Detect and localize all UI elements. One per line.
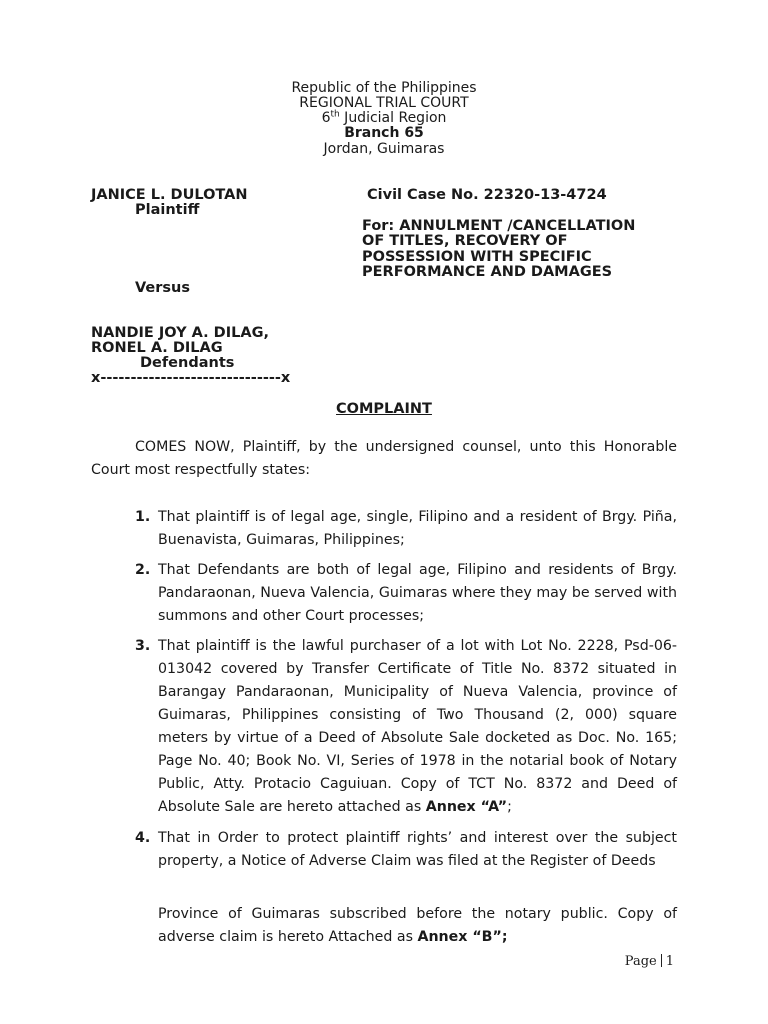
item-3-number: 3. — [135, 638, 151, 654]
item-2-number: 2. — [135, 562, 151, 578]
plaintiff-label: Plaintiff — [135, 202, 200, 218]
item-1-number: 1. — [135, 509, 151, 525]
region-number: 6 — [321, 110, 331, 126]
item-4-cont-body: Province of Guimaras subscribed before the notary public. Copy of adverse claim is hereto Attached as — [158, 906, 677, 945]
case-for-line-1: For: ANNULMENT /CANCELLATION — [362, 218, 636, 234]
case-for-line-4: PERFORMANCE AND DAMAGES — [362, 264, 613, 280]
item-4-number: 4. — [135, 830, 151, 846]
header-location: Jordan, Guimaras — [323, 141, 445, 157]
defendants-label: Defendants — [140, 355, 235, 371]
case-for-line-3: POSSESSION WITH SPECIFIC — [362, 249, 592, 265]
annex-a-reference: Annex “A” — [425, 799, 508, 815]
item-3-body: That plaintiff is the lawful purchaser of a lot with Lot No. 2228, Psd-06-013042 covered by Transfer Certificate of Title No. 8372 situated in Barangay Pandaraonan, Municipality of Nueva Valencia, province of Guimaras, Philippines consisting of Two Thousand (2, 000) square meters by virtue of a Deed of Absolute Sale docketed as Doc. No. 165; Page No. 40; Book No. VI, Series of 1978 in the notarial book of Notary Public, Atty. Protacio Caguiuan. Copy of TCT No. 8372 and Deed of Absolute Sale are hereto attached as — [158, 638, 677, 815]
plaintiff-name: JANICE L. DULOTAN — [91, 187, 248, 203]
page-footer — [625, 954, 674, 969]
header-court: REGIONAL TRIAL COURT — [299, 95, 469, 111]
defendant-name-1: NANDIE JOY A. DILAG, — [91, 325, 269, 341]
defendant-name-2: RONEL A. DILAG — [91, 340, 223, 356]
item-3-tail: ; — [507, 799, 512, 815]
page-label: Page — [624, 954, 657, 969]
case-number: Civil Case No. 22320-13-4724 — [367, 187, 607, 203]
item-2-text: That Defendants are both of legal age, Filipino and residents of Brgy. Pandaraonan, Nueva Valencia, Guimaras where they may be served with summons and other Court processes; — [158, 562, 677, 624]
intro-paragraph: COMES NOW, Plaintiff, by the undersigned counsel, unto this Honorable Court most respectfully states: — [91, 439, 677, 478]
caption-separator: x------------------------------x — [91, 370, 291, 386]
page-number: 1 — [665, 954, 674, 969]
region-suffix: th — [330, 109, 340, 120]
region-text: Judicial Region — [339, 110, 447, 126]
header-branch: Branch 65 — [344, 125, 424, 141]
header-region — [0, 111, 768, 126]
document-title: COMPLAINT — [336, 401, 432, 417]
annex-b-reference: Annex “B”; — [417, 929, 508, 945]
item-1-text: That plaintiff is of legal age, single, Filipino and a resident of Brgy. Piña, Buenavista, Guimaras, Philippines; — [158, 509, 677, 548]
case-for-line-2: OF TITLES, RECOVERY OF — [362, 233, 568, 249]
footer-divider — [661, 954, 662, 967]
item-4-continuation — [158, 903, 677, 949]
item-3-text — [158, 635, 677, 819]
versus-label: Versus — [135, 280, 190, 296]
header-republic: Republic of the Philippines — [291, 80, 477, 96]
item-4-text: That in Order to protect plaintiff rights’ and interest over the subject property, a Notice of Adverse Claim was filed at the Register of Deeds — [158, 830, 677, 869]
